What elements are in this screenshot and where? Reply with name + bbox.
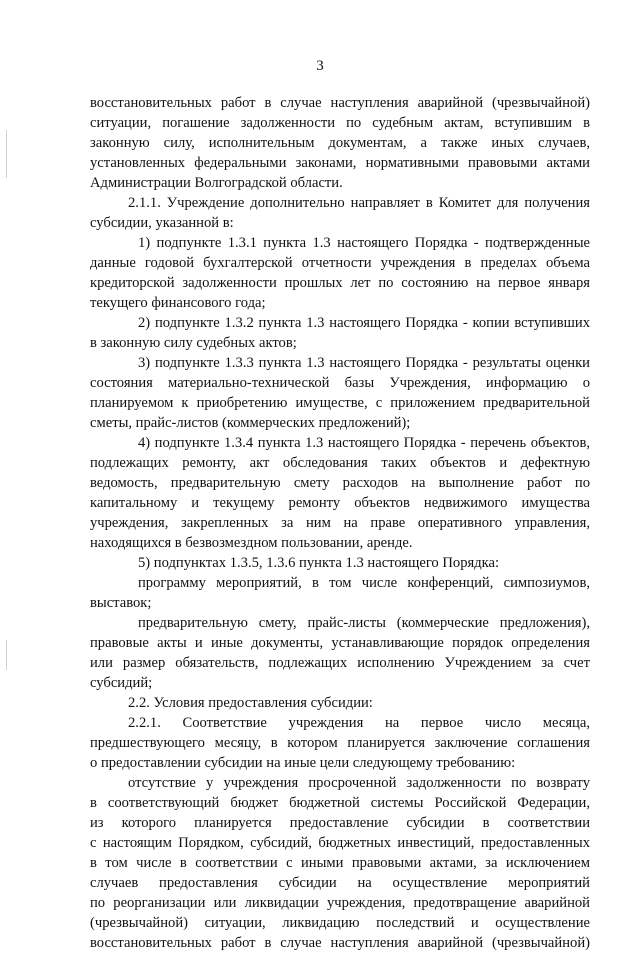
page-number: 3 [316,58,324,74]
text-line: восстановительных работ в случае наступления аварийной (чрезвычайной) [90,95,590,111]
text-line: данные годовой бухгалтерской отчетности учреждения в пределах объема [90,255,590,271]
text-line: текущего финансового года; [90,295,266,311]
text-line: капитальному и текущему ремонту объектов недвижимого имущества [90,495,590,511]
text-line: состояния материально-технической базы Учреждения, информацию о [90,375,590,391]
text-line: в соответствующий бюджет бюджетной системы Российской Федерации, [90,795,590,811]
text-line: предшествующего месяцу, в котором планируется заключение соглашения [90,735,590,751]
text-line: ведомость, предварительную смету расходов на выполнение работ по [90,475,590,491]
text-line: или размер обязательств, подлежащих исполнению Учреждением за счет [90,655,590,671]
paragraph-start: 1) подпункте 1.3.1 пункта 1.3 настоящего Порядка - подтвержденные [138,235,590,251]
paragraph-start: 5) подпунктах 1.3.5, 1.3.6 пункта 1.3 настоящего Порядка: [138,555,500,571]
text-line: установленных федеральными законами, нормативными правовыми актами [90,155,590,171]
text-line: о предоставлении субсидии на иные цели следующему требованию: [90,755,516,771]
text-line: в том числе в соответствии с иными правовыми актами, за исключением [90,855,590,871]
paragraph-start: 2) подпункте 1.3.2 пункта 1.3 настоящего Порядка - копии вступивших [138,315,590,331]
text-line: (чрезвычайной) ситуации, ликвидацию последствий и осуществление [90,915,590,931]
text-line: с настоящим Порядком, субсидий, бюджетных инвестиций, предоставленных [90,835,590,851]
text-line: случаев предоставления субсидии на осуществление мероприятий [90,875,590,891]
text-line: Администрации Волгоградской области. [90,175,343,191]
paragraph-start: предварительную смету, прайс-листы (коммерческие предложения), [138,615,590,631]
text-line: сметы, прайс-листов (коммерческих предложений); [90,415,411,431]
text-line: подлежащих ремонту, акт обследования таких объектов и дефектную [90,455,590,471]
scan-edge-mark [6,640,7,670]
text-line: из которого планируется предоставление субсидии в соответствии [90,815,590,831]
text-line: учреждения, закрепленных за ним на праве оперативного управления, [90,515,590,531]
paragraph-start: 2.1.1. Учреждение дополнительно направляет в Комитет для получения [128,195,590,211]
paragraph-start: 2.2. Условия предоставления субсидии: [128,695,373,711]
paragraph-start: отсутствие у учреждения просроченной задолженности по возврату [128,775,590,791]
paragraph-start: программу мероприятий, в том числе конференций, симпозиумов, [138,575,590,591]
text-line: правовые акты и иные документы, устанавливающие порядок определения [90,635,590,651]
text-line: субсидий; [90,675,153,691]
text-line: восстановительных работ в случае наступления аварийной (чрезвычайной) [90,935,590,951]
paragraph-start: 4) подпункте 1.3.4 пункта 1.3 настоящего Порядка - перечень объектов, [138,435,590,451]
document-body [90,93,590,953]
text-line: по реорганизации или ликвидации учреждения, предотвращение аварийной [90,895,590,911]
text-line: кредиторской задолженности прошлых лет по состоянию на первое января [90,275,590,291]
paragraph-start: 3) подпункте 1.3.3 пункта 1.3 настоящего Порядка - результаты оценки [138,355,590,371]
scan-edge-mark [6,130,7,178]
paragraph-start: 2.2.1. Соответствие учреждения на первое число месяца, [128,715,590,731]
text-line: субсидии, указанной в: [90,215,234,231]
text-line: планируемом к приобретению имуществе, с приложением предварительной [90,395,590,411]
text-line: ситуации, погашение задолженности по судебным актам, вступившим в [90,115,590,131]
text-line: выставок; [90,595,152,611]
text-line: находящихся в безвозмездном пользовании, аренде. [90,535,413,551]
text-line: законную силу, исполнительным документам, а также иных случаев, [90,135,590,151]
text-line: в законную силу судебных актов; [90,335,297,351]
